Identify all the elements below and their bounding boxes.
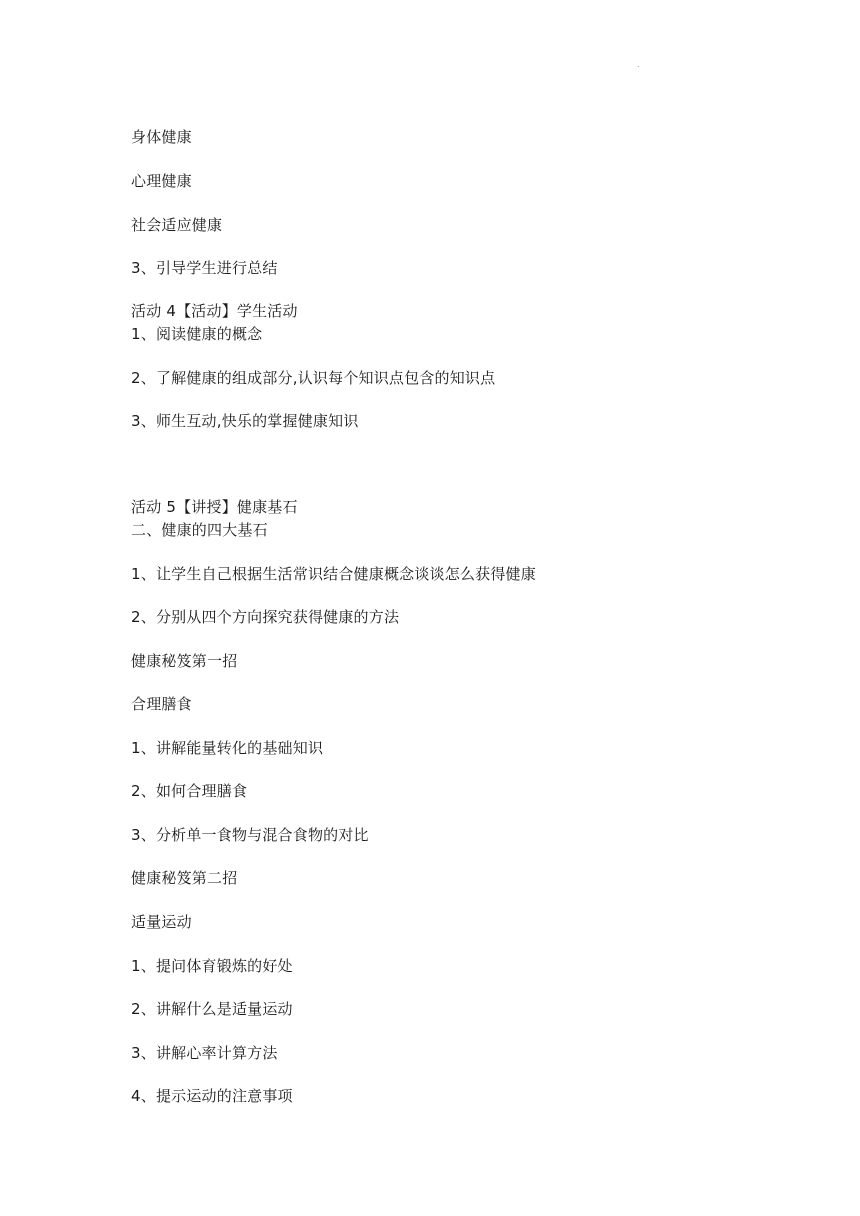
text-line-heart-rate: 3、讲解心率计算方法 bbox=[131, 1044, 278, 1062]
corner-mark: . bbox=[637, 60, 640, 69]
text-line-mental-health: 心理健康 bbox=[131, 172, 192, 190]
text-line-read-concept: 1、阅读健康的概念 bbox=[131, 325, 263, 343]
text-line-energy-conversion: 1、讲解能量转化的基础知识 bbox=[131, 739, 324, 757]
text-line-interaction: 3、师生互动,快乐的掌握健康知识 bbox=[131, 412, 359, 430]
text-line-food-comparison: 3、分析单一食物与混合食物的对比 bbox=[131, 826, 369, 844]
text-line-body-health: 身体健康 bbox=[131, 128, 192, 146]
section-heading-four-cornerstones: 二、健康的四大基石 bbox=[131, 521, 268, 539]
text-line-balanced-diet: 合理膳食 bbox=[131, 695, 192, 713]
text-line-discuss-health: 1、让学生自己根据生活常识结合健康概念谈谈怎么获得健康 bbox=[131, 565, 536, 583]
text-line-four-directions: 2、分别从四个方向探究获得健康的方法 bbox=[131, 608, 400, 626]
text-line-tip-one: 健康秘笈第一招 bbox=[131, 652, 238, 670]
text-line-exercise-benefits: 1、提问体育锻炼的好处 bbox=[131, 957, 293, 975]
text-line-what-is-moderate: 2、讲解什么是适量运动 bbox=[131, 1000, 293, 1018]
text-line-tip-two: 健康秘笈第二招 bbox=[131, 869, 238, 887]
text-line-components: 2、了解健康的组成部分,认识每个知识点包含的知识点 bbox=[131, 369, 496, 387]
activity-5-heading: 活动 5【讲授】健康基石 bbox=[131, 498, 298, 516]
text-line-social-health: 社会适应健康 bbox=[131, 216, 223, 234]
text-line-exercise-notes: 4、提示运动的注意事项 bbox=[131, 1087, 293, 1105]
text-line-moderate-exercise: 适量运动 bbox=[131, 913, 192, 931]
text-line-summary: 3、引导学生进行总结 bbox=[131, 259, 278, 277]
activity-4-heading: 活动 4【活动】学生活动 bbox=[131, 302, 298, 320]
text-line-how-diet: 2、如何合理膳食 bbox=[131, 782, 248, 800]
